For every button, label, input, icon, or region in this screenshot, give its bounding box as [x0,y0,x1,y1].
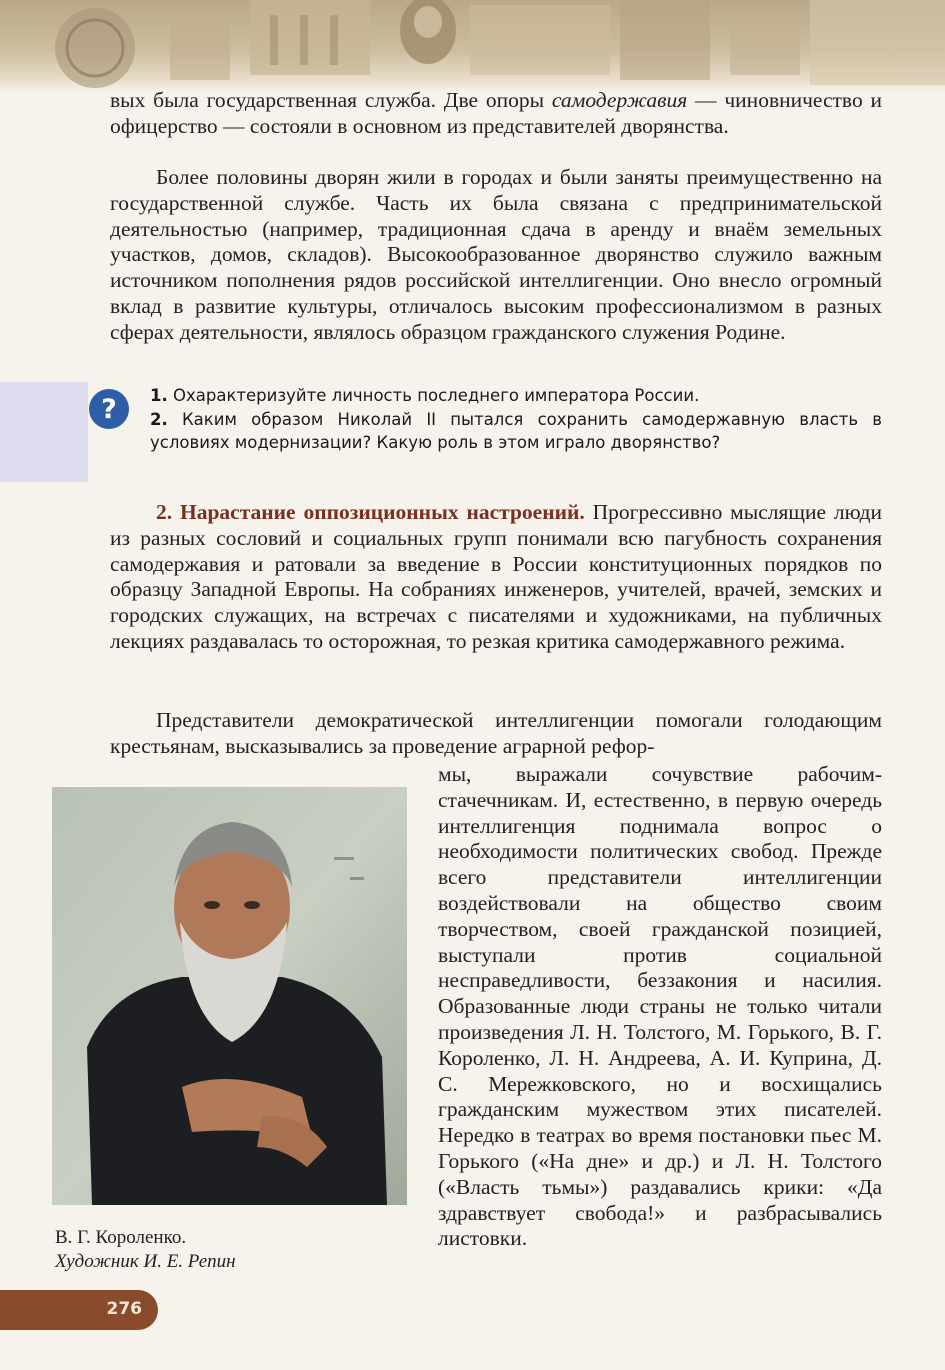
question-2 [150,408,882,455]
portrait-caption [55,1226,415,1274]
section-2-paragraph-2-wrapped: мы, выражали сочувствие рабочим-стачечникам. И, естественно, в первую очередь интеллигенция поднимала вопрос о необходимости политических свобод. Прежде всего представители интеллигенции воздействовали на общество своим творчеством, своей гражданской позицией, выступали против социальной несправедливости, беззакония и насилия. Образованные люди страны не только читали произведения Л. Н. Толстого, М. Горького, В. Г. Короленко, Л. Н. Андреева, А. И. Куприна, Д. С. Мережковского, но и восхищались гражданским мужеством этих писателей. Нередко в театрах во время постановки пьес М. Горького («На дне» и др.) и Л. Н. Толстого («Власть тьмы») раздавались крики: «Да здравствует свобода!» и разбрасывались листовки. [438,762,882,1251]
portrait-painting [52,787,407,1205]
paragraph-2: Более половины дворян жили в городах и были заняты преимущественно на государственной службе. Часть их была связана с предпринимательской деятельностью (например, традиционная сдача в аренду и внаём земельных участков, домов, складов). Высокообразованное дворянство служило важным источником пополнения рядов российской интеллигенции. Оно внесло огромный вклад в развитие культуры, отличалось высоким профессионализмом в разных сферах деятельности, являлось образцом гражданского служения Родине. [110,165,882,344]
review-questions [150,384,882,455]
section-2-paragraph-1 [110,500,882,655]
svg-text:?: ? [101,394,117,425]
caption-subject: В. Г. Короленко. [55,1227,187,1248]
question-1 [150,384,882,408]
question-mark-icon [88,388,130,430]
questions-side-tab [0,382,88,482]
page-number-tab [0,1290,158,1330]
section-2-title: 2. Нарастание оппозиционных настроений. [156,500,585,524]
question-1-text: Охарактеризуйте личность последнего императора России. [173,386,700,405]
header-collage [0,0,945,92]
korolenko-portrait [52,787,407,1205]
paragraph-1-text-b: — чиновничество и офицерство — состояли в основном из представителей дворянства. [110,88,883,138]
question-2-text: Каким образом Николай II пытался сохранить самодержавную власть в условиях модернизации? Какую роль в этом играло дворянство? [150,409,882,452]
question-2-number: 2. [150,409,168,429]
section-2-paragraph-1-text: Прогрессивно мыслящие люди из разных сословий и социальных групп понимали всю пагубность сохранения самодержавия и ратовали за введение в России конституционных порядков по образцу Западной Европы. На собраниях инженеров, учителей, врачей, земских и городских служащих, на встречах с писателями и художниками, на публичных лекциях раздавалась то осторожная, то резкая критика самодержавного режима. [110,500,882,653]
section-2-paragraph-2: Представители демократической интеллигенции помогали голодающим крестьянам, высказывались за проведение аграрной рефор- [110,708,882,758]
caption-artist: Художник И. Е. Репин [55,1251,236,1272]
paragraph-1-text-a: вых была государственная служба. Две опоры [110,88,552,112]
header-banner [0,0,945,92]
paragraph-1 [110,88,882,140]
paragraph-1-italic-term: самодержавия [551,88,688,112]
page-number: 276 [106,1299,142,1319]
question-1-number: 1. [150,386,168,405]
